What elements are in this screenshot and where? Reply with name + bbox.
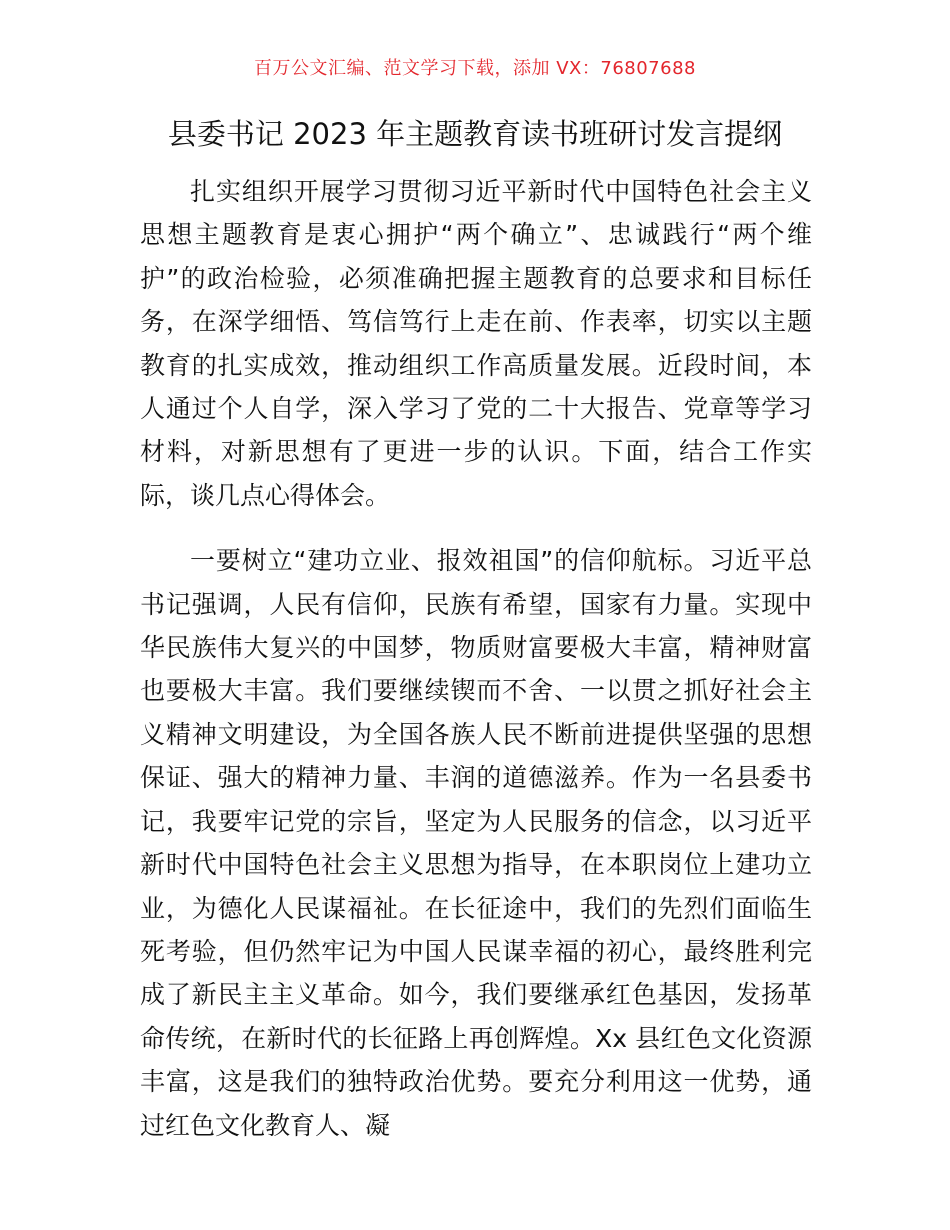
document-title: 县委书记 2023 年主题教育读书班研讨发言提纲 (167, 117, 783, 151)
paragraph-intro: 扎实组织开展学习贯彻习近平新时代中国特色社会主义思想主题教育是衷心拥护“两个确立”、忠诚践行“两个维护”的政治检验，必须准确把握主题教育的总要求和目标任务，在深学细悟、笃信笃行上走在前、作表率，切实以主题教育的扎实成效，推动组织工作高质量发展。近段时间，本人通过个人自学，深入学习了党的二十大报告、党章等学习材料，对新思想有了更进一步的认识。下面，结合工作实际，谈几点心得体会。 (140, 177, 812, 510)
document-body (140, 170, 812, 1147)
header-watermark-note: 百万公文汇编、范文学习下载，添加 VX：76807688 (254, 58, 696, 79)
paragraph-point-one: 一要树立“建功立业、报效祖国”的信仰航标。习近平总书记强调，人民有信仰，民族有希望，国家有力量。实现中华民族伟大复兴的中国梦，物质财富要极大丰富，精神财富也要极大丰富。我们要继续锲而不舍、一以贯之抓好社会主义精神文明建设，为全国各族人民不断前进提供坚强的思想保证、强大的精神力量、丰润的道德滋养。作为一名县委书记，我要牢记党的宗旨，坚定为人民服务的信念，以习近平新时代中国特色社会主义思想为指导，在本职岗位上建功立业，为德化人民谋福祉。在长征途中，我们的先烈们面临生死考验，但仍然牢记为中国人民谋幸福的初心，最终胜利完成了新民主主义革命。如今，我们要继承红色基因，发扬革命传统，在新时代的长征路上再创辉煌。Xx 县红色文化资源丰富，这是我们的独特政治优势。要充分利用这一优势，通过红色文化教育人、凝 (140, 546, 812, 1140)
